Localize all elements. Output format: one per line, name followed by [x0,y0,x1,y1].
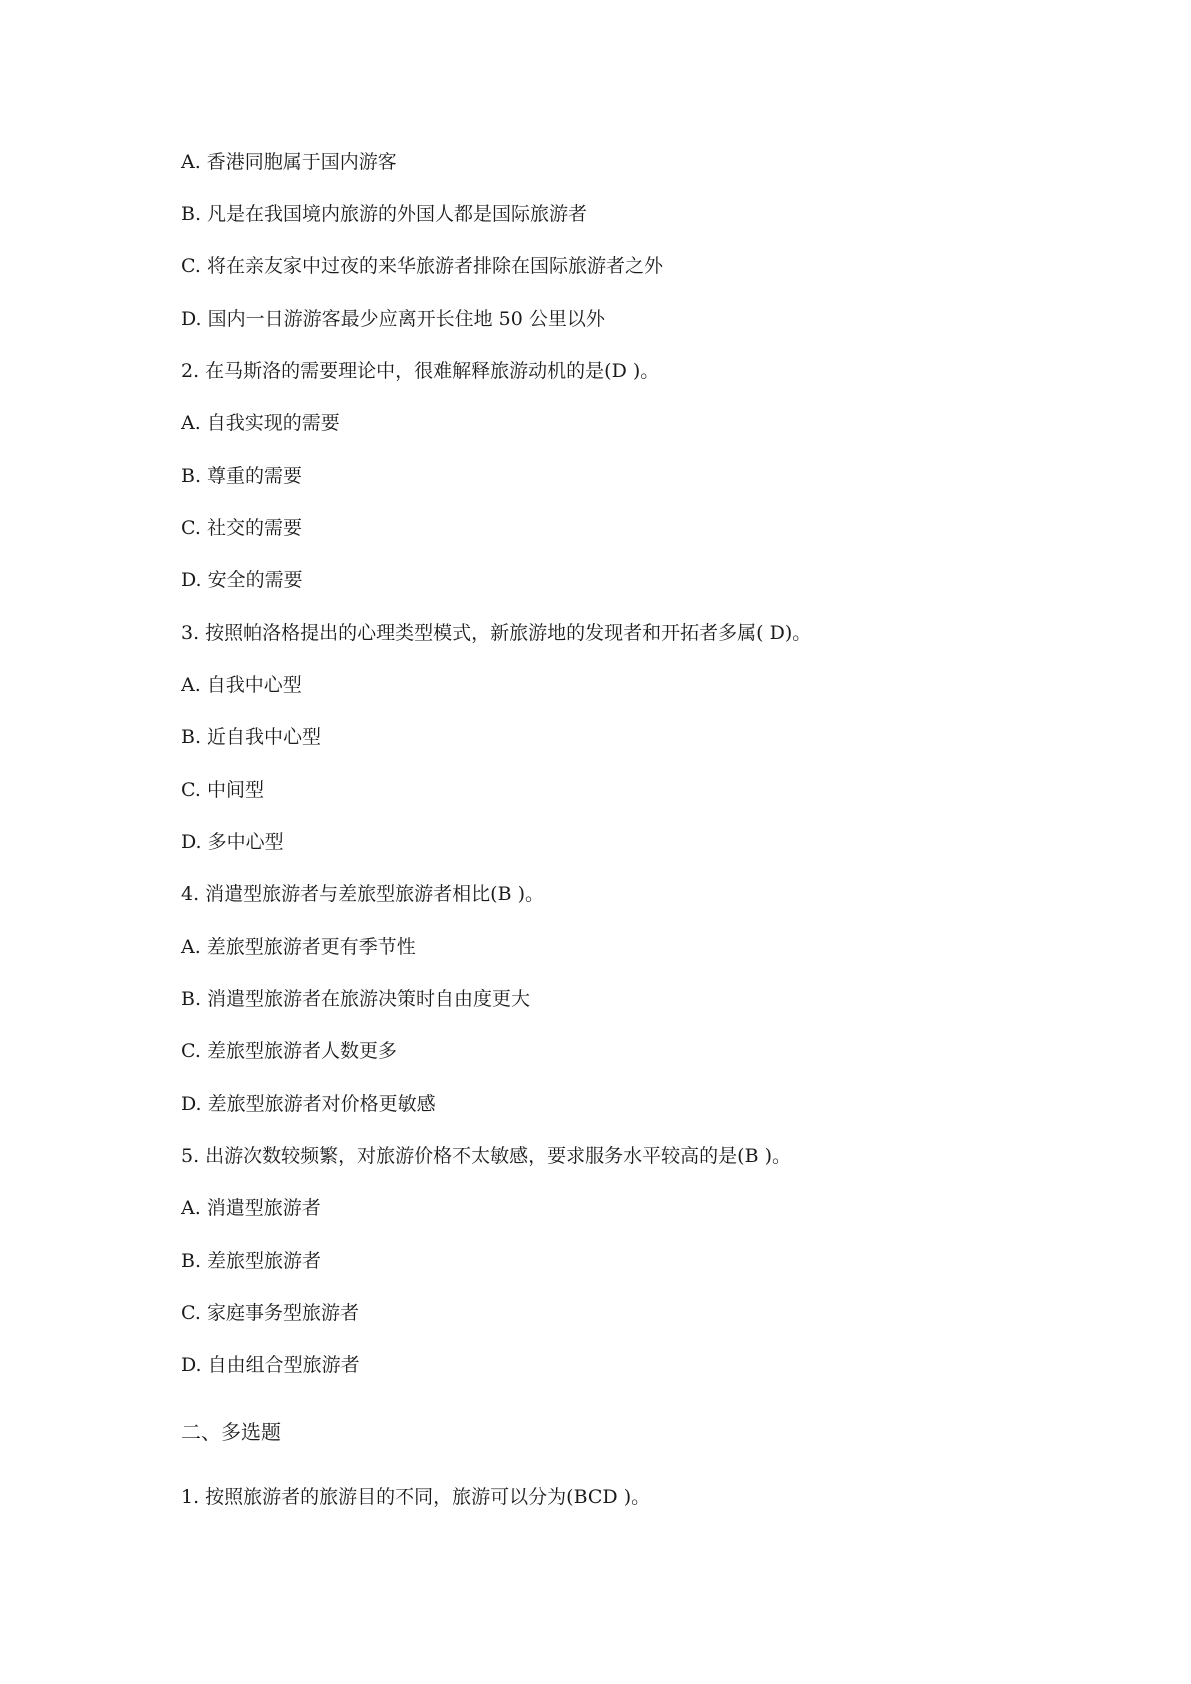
option-line: B. 尊重的需要 [181,465,303,487]
option-line: A. 自我中心型 [181,674,302,696]
option-line: B. 近自我中心型 [181,726,322,748]
option-line: C. 社交的需要 [181,517,302,539]
option-line: C. 家庭事务型旅游者 [181,1302,359,1324]
option-line: C. 将在亲友家中过夜的来华旅游者排除在国际旅游者之外 [181,255,663,277]
option-line: B. 凡是在我国境内旅游的外国人都是国际旅游者 [181,203,588,225]
section-heading: 二、多选题 [181,1420,281,1444]
option-line: A. 自我实现的需要 [181,412,340,434]
option-line: C. 中间型 [181,779,264,801]
option-line: D. 多中心型 [181,831,284,853]
option-line: D. 差旅型旅游者对价格更敏感 [181,1093,436,1115]
option-line: D. 自由组合型旅游者 [181,1354,360,1376]
question-line: 3. 按照帕洛格提出的心理类型模式，新旅游地的发现者和开拓者多属( D)。 [181,622,812,644]
option-line: D. 国内一日游游客最少应离开长住地 50 公里以外 [181,308,605,330]
question-line: 4. 消遣型旅游者与差旅型旅游者相比(B )。 [181,883,544,905]
option-line: B. 差旅型旅游者 [181,1250,322,1272]
option-line: C. 差旅型旅游者人数更多 [181,1040,397,1062]
question-line: 2. 在马斯洛的需要理论中，很难解释旅游动机的是(D )。 [181,360,660,382]
question-line: 1. 按照旅游者的旅游目的不同，旅游可以分为(BCD )。 [181,1486,651,1508]
option-line: B. 消遣型旅游者在旅游决策时自由度更大 [181,988,531,1010]
option-line: A. 消遣型旅游者 [181,1197,321,1219]
question-line: 5. 出游次数较频繁，对旅游价格不太敏感，要求服务水平较高的是(B )。 [181,1145,791,1167]
option-line: A. 差旅型旅游者更有季节性 [181,936,416,958]
option-line: D. 安全的需要 [181,569,303,591]
option-line: A. 香港同胞属于国内游客 [181,151,397,173]
